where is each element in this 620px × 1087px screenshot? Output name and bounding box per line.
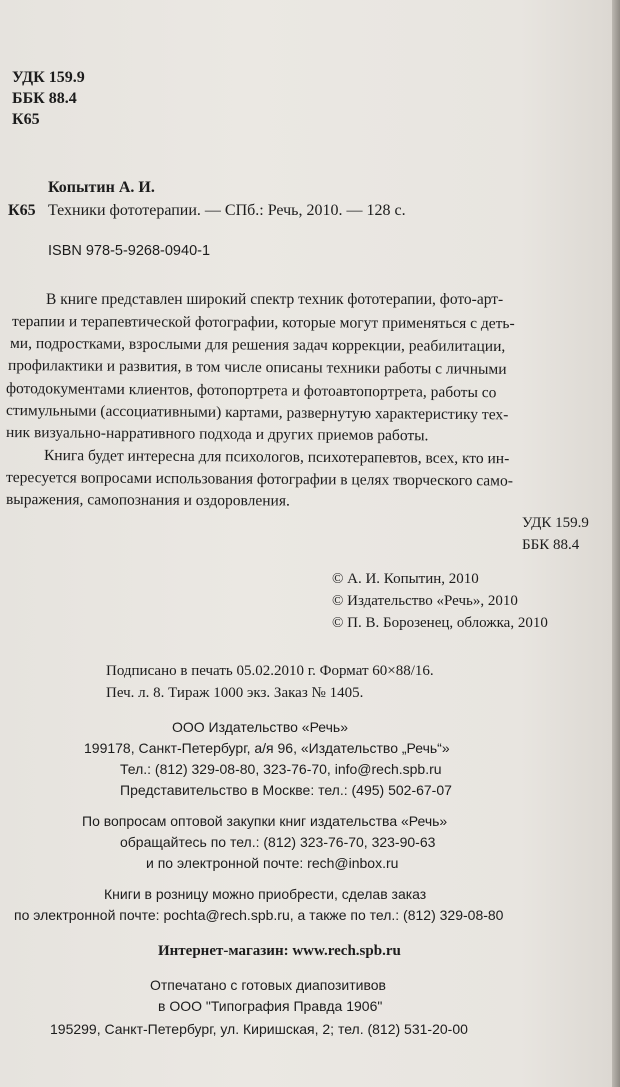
publisher-line: 199178, Санкт-Петербург, а/я 96, «Издательство „Речь“» bbox=[84, 740, 450, 756]
online-shop: Интернет-магазин: www.rech.spb.ru bbox=[158, 943, 401, 959]
printer-line: Отпечатано с готовых диапозитивов bbox=[150, 977, 386, 993]
author-name: Копытин А. И. bbox=[48, 179, 155, 196]
copyright-line: © Издательство «Речь», 2010 bbox=[332, 593, 518, 609]
annotation-line: В книге представлен широкий спектр техник фототерапии, фото-арт- bbox=[46, 291, 504, 308]
bibliography-mark: К65 bbox=[8, 202, 36, 219]
printer-line: 195299, Санкт-Петербург, ул. Киришская, 2; тел. (812) 531-20-00 bbox=[50, 1021, 468, 1037]
wholesale-line: обращайтесь по тел.: (812) 323-76-70, 323-90-63 bbox=[120, 834, 436, 850]
annotation-line: ми, подростками, взрослыми для решения задач коррекции, реабилитации, bbox=[9, 335, 506, 356]
annotation-line: тересуется вопросами использования фотографии в целях творческого само- bbox=[5, 469, 513, 490]
annotation-line: Книга будет интересна для психологов, психотерапевтов, всех, кто ин- bbox=[43, 447, 510, 468]
retail-line: Книги в розницу можно приобрести, сделав заказ bbox=[104, 886, 427, 902]
wholesale-line: и по электронной почте: rech@inbox.ru bbox=[146, 855, 399, 871]
printer-line: в ООО "Типография Правда 1906" bbox=[158, 998, 383, 1014]
publisher-line: Тел.: (812) 329-08-80, 323-76-70, info@rech.spb.ru bbox=[120, 761, 442, 777]
bbk-code: ББК 88.4 bbox=[12, 90, 77, 107]
bbk-code-right: ББК 88.4 bbox=[522, 537, 580, 553]
wholesale-line: По вопросам оптовой закупки книг издательства «Речь» bbox=[82, 813, 448, 829]
copyright-line: © П. В. Борозенец, обложка, 2010 bbox=[332, 615, 548, 631]
annotation-line: терапии и терапевтической фотографии, которые могут применяться с деть- bbox=[11, 313, 515, 333]
udk-code: УДК 159.9 bbox=[12, 69, 85, 86]
udk-code-right: УДК 159.9 bbox=[522, 515, 589, 531]
retail-line: по электронной почте: pochta@rech.spb.ru, а также по тел.: (812) 329-08-80 bbox=[14, 907, 504, 923]
page-edge bbox=[612, 0, 620, 1087]
annotation-line: выражения, самопознания и оздоровления. bbox=[5, 491, 290, 510]
annotation-line: профилактики и развития, в том числе описаны техники работы с личными bbox=[7, 357, 507, 378]
print-info-line: Подписано в печать 05.02.2010 г. Формат 60×88/16. bbox=[106, 663, 434, 679]
annotation-line: стимульными (ассоциативными) картами, развернутую характеристику тех- bbox=[5, 402, 509, 424]
print-info-line: Печ. л. 8. Тираж 1000 экз. Заказ № 1405. bbox=[106, 685, 364, 701]
bibliography-entry: Техники фототерапии. — СПб.: Речь, 2010. — 128 с. bbox=[48, 202, 406, 219]
isbn: ISBN 978-5-9268-0940-1 bbox=[48, 243, 211, 259]
publisher-line: ООО Издательство «Речь» bbox=[172, 719, 348, 735]
annotation-line: ник визуально-нарративного подхода и других приемов работы. bbox=[5, 424, 429, 445]
copyright-line: © А. И. Копытин, 2010 bbox=[332, 571, 479, 587]
author-mark: К65 bbox=[12, 111, 40, 128]
publisher-line: Представительство в Москве: тел.: (495) 502-67-07 bbox=[120, 782, 452, 798]
annotation-line: фотодокументами клиентов, фотопортрета и фотоавтопортрета, работы со bbox=[5, 380, 497, 402]
